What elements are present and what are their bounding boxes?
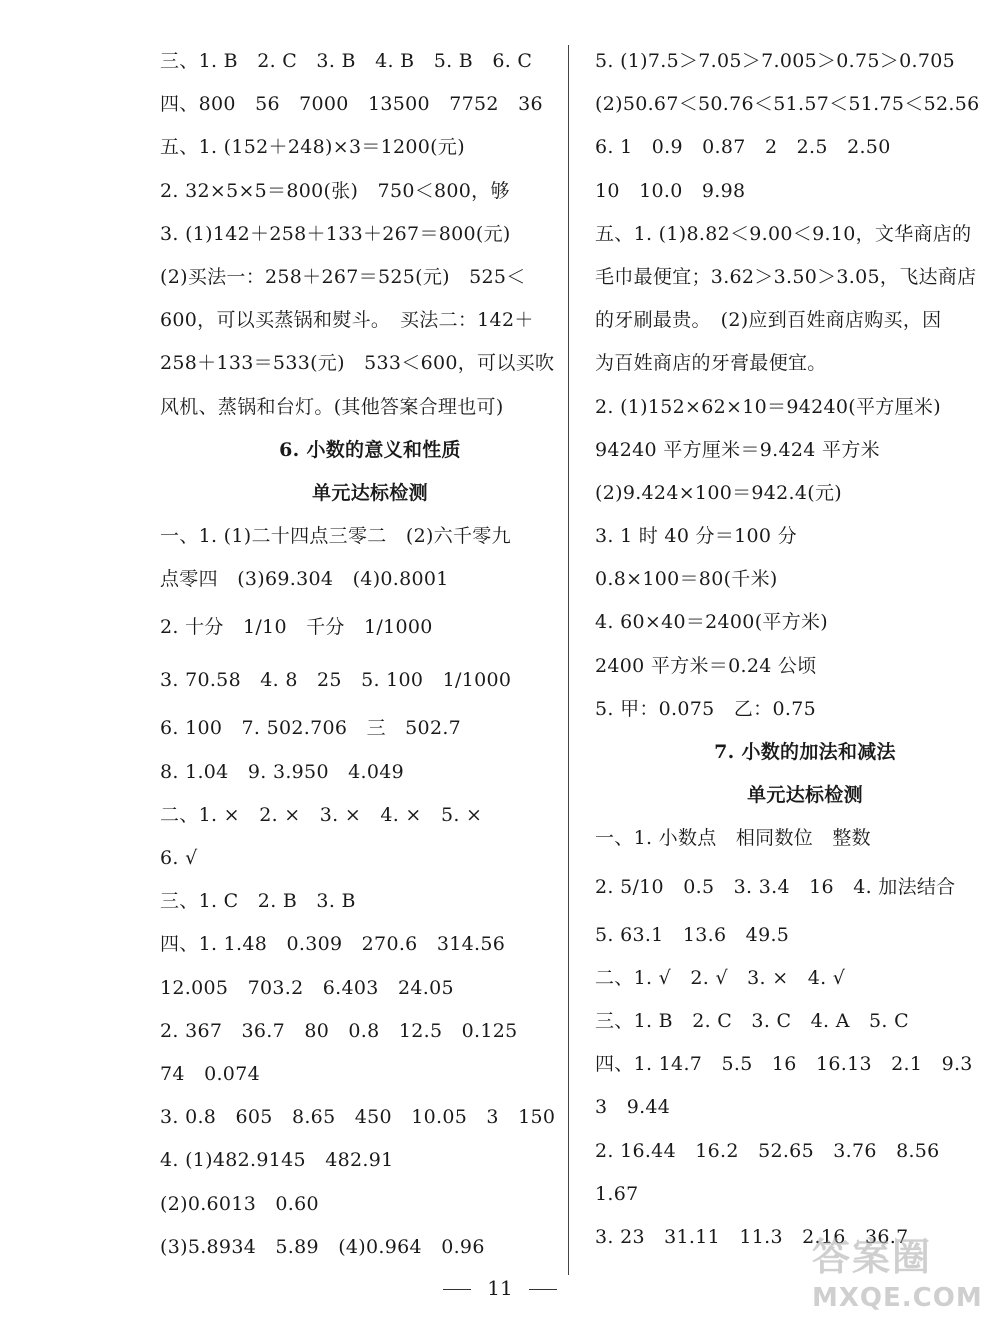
answer-line: 2. 16.44 16.2 52.65 3.76 8.56 xyxy=(595,1139,940,1162)
answer-line: 0.8×100＝80(千米) xyxy=(595,568,778,591)
answer-line: 点零四 (3)69.304 (4)0.8001 xyxy=(160,568,449,591)
answer-line: 3 9.44 xyxy=(595,1096,671,1119)
answer-line: 三、1. B 2. C 3. B 4. B 5. B 6. C xyxy=(160,50,533,72)
answer-line: 四、1. 14.7 5.5 16 16.13 2.1 9.3 xyxy=(595,1053,973,1076)
answer-line: 10 10.0 9.98 xyxy=(595,179,746,202)
answer-line: 5. 63.1 13.6 49.5 xyxy=(595,923,790,946)
column-divider xyxy=(568,45,569,1275)
answer-line: 3. 70.58 4. 8 25 5. 100 1/1000 xyxy=(160,669,512,692)
watermark-url: MXQE.COM xyxy=(812,1283,983,1313)
answer-line: 8. 1.04 9. 3.950 4.049 xyxy=(160,760,405,783)
answer-line: 风机、蒸锅和台灯。(其他答案合理也可) xyxy=(160,395,504,418)
answer-line: 2400 平方米＝0.24 公顷 xyxy=(595,654,817,677)
answer-line: 为百姓商店的牙膏最便宜。 xyxy=(595,352,827,375)
answer-line: 四、1. 1.48 0.309 270.6 314.56 xyxy=(160,933,506,956)
answer-line: 4. (1)482.9145 482.91 xyxy=(160,1149,394,1172)
answer-line: 6. √ xyxy=(160,847,198,869)
answer-line: 258＋133＝533(元) 533＜600，可以买吹 xyxy=(160,352,555,375)
answer-line: (2)9.424×100＝942.4(元) xyxy=(595,481,843,504)
section-heading: 7. 小数的加法和减法 xyxy=(714,741,896,763)
answer-line: 5. 甲：0.075 乙：0.75 xyxy=(595,697,816,720)
answer-line: 2. 32×5×5＝800(张) 750＜800，够 xyxy=(160,179,510,202)
answer-line: 3. 0.8 605 8.65 450 10.05 3 150 xyxy=(160,1106,556,1129)
footer-dash xyxy=(443,1289,471,1290)
section-subheading: 单元达标检测 xyxy=(747,784,863,807)
answer-line: 二、1. × 2. × 3. × 4. × 5. × xyxy=(160,803,483,826)
answer-line: 12.005 703.2 6.403 24.05 xyxy=(160,976,454,999)
footer-dash xyxy=(529,1289,557,1290)
answer-line: 3. (1)142＋258＋133＋267＝800(元) xyxy=(160,222,511,245)
page-number: 11 xyxy=(487,1276,513,1300)
answer-line: 3. 23 31.11 11.3 2.16 36.7 xyxy=(595,1225,909,1248)
answer-line: 毛巾最便宜；3.62＞3.50＞3.05，飞达商店 xyxy=(595,265,977,288)
answer-line: 94240 平方厘米＝9.424 平方米 xyxy=(595,438,880,461)
answer-line: 三、1. B 2. C 3. C 4. A 5. C xyxy=(595,1009,909,1032)
answer-line: 的牙刷最贵。 (2)应到百姓商店购买，因 xyxy=(595,309,942,332)
answer-line: 五、1. (152＋248)×3＝1200(元) xyxy=(160,136,465,159)
answer-line: 5. (1)7.5＞7.05＞7.005＞0.75＞0.705 xyxy=(595,50,955,72)
answer-line: 三、1. C 2. B 3. B xyxy=(160,890,356,913)
answer-line: 四、800 56 7000 13500 7752 36 xyxy=(160,93,543,116)
answer-line: 一、1. 小数点 相同数位 整数 xyxy=(595,827,871,850)
answer-line: (2)0.6013 0.60 xyxy=(160,1192,319,1215)
section-subheading: 单元达标检测 xyxy=(312,481,428,504)
watermark-logo: 答案圈 xyxy=(812,1235,933,1279)
answer-line: 一、1. (1)二十四点三零二 (2)六千零九 xyxy=(160,525,511,548)
answer-line: 2. 5/10 0.5 3. 3.4 16 4. 加法结合 xyxy=(595,875,956,898)
right-column xyxy=(595,40,1000,1259)
answer-line: (2)买法一：258＋267＝525(元) 525＜ xyxy=(160,265,526,288)
answer-line: 4. 60×40＝2400(平方米) xyxy=(595,611,829,634)
answer-line: 600，可以买蒸锅和熨斗。 买法二：142＋ xyxy=(160,309,534,332)
left-column xyxy=(160,40,580,1269)
answer-line: 6. 100 7. 502.706 三 502.7 xyxy=(160,717,462,740)
answer-line: 二、1. √ 2. √ 3. × 4. √ xyxy=(595,966,846,989)
answer-line: 2. (1)152×62×10＝94240(平方厘米) xyxy=(595,395,941,418)
answer-line: (2)50.67＜50.76＜51.57＜51.75＜52.56 xyxy=(595,93,980,116)
answer-line: 2. 十分 1/10 千分 1/1000 xyxy=(160,616,433,639)
section-heading: 6. 小数的意义和性质 xyxy=(279,438,461,461)
answer-line: 3. 1 时 40 分＝100 分 xyxy=(595,525,797,548)
answer-line: 74 0.074 xyxy=(160,1062,260,1085)
answer-line: 五、1. (1)8.82＜9.00＜9.10，文华商店的 xyxy=(595,222,972,245)
answer-line: 6. 1 0.9 0.87 2 2.5 2.50 xyxy=(595,136,891,159)
answer-line: 2. 367 36.7 80 0.8 12.5 0.125 xyxy=(160,1019,518,1042)
watermark xyxy=(812,1226,992,1318)
answer-line: 1.67 xyxy=(595,1182,639,1205)
answer-line: (3)5.8934 5.89 (4)0.964 0.96 xyxy=(160,1235,485,1258)
